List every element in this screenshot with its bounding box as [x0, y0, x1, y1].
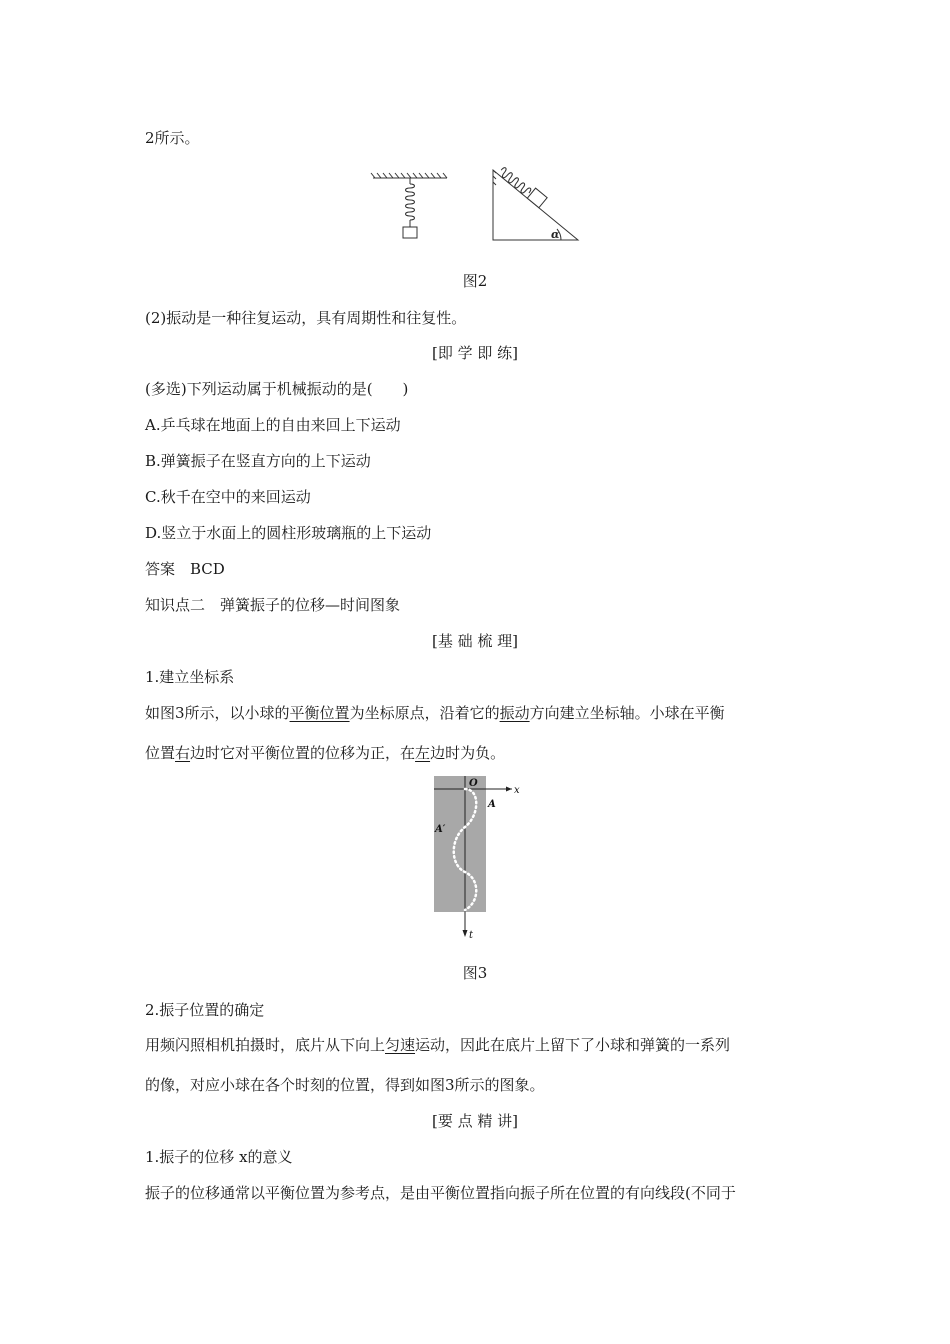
underlined-term-uniform: 匀速	[385, 1036, 416, 1054]
incline-spring-oscillator	[493, 164, 578, 240]
text-span: 边时它对平衡位置的位移为正，在	[190, 744, 416, 762]
x-axis-arrow-icon	[506, 787, 512, 792]
subheading-displacement: 1.振子的位移 x的意义	[145, 1148, 293, 1166]
figure-3-caption: 图3	[462, 964, 488, 982]
subheading-coordinate-system: 1.建立坐标系	[145, 668, 235, 686]
option-c: C.秋千在空中的来回运动	[145, 488, 311, 506]
t-axis-label: t	[469, 930, 474, 941]
origin-label: O	[469, 778, 478, 789]
paragraph-coordinate-1	[145, 703, 725, 723]
section-heading-basics: [基 础 梳 理]	[431, 632, 518, 650]
text-span: 用频闪照相机拍摄时，底片从下向上	[145, 1036, 386, 1054]
answer-line: 答案 BCD	[145, 560, 225, 578]
underlined-term-left: 左	[415, 744, 431, 762]
underlined-term-equilibrium: 平衡位置	[289, 704, 350, 722]
x-axis-label: x	[514, 785, 520, 796]
amplitude-label-a: A	[488, 799, 496, 810]
vertical-spring-oscillator	[371, 173, 447, 238]
option-a: A.乒乓球在地面上的自由来回上下运动	[145, 416, 401, 434]
section-heading-practice: [即 学 即 练]	[431, 344, 518, 362]
paragraph-coordinate-2	[145, 743, 505, 763]
underlined-term-vibration: 振动	[499, 704, 530, 722]
underlined-term-right: 右	[175, 744, 191, 762]
option-b: B.弹簧振子在竖直方向的上下运动	[145, 452, 371, 470]
paragraph-camera-1	[145, 1035, 730, 1055]
text-span: 方向建立坐标轴。小球在平衡	[529, 704, 725, 722]
angle-alpha-label: α	[551, 228, 560, 241]
paragraph-continuation: 2所示。	[145, 129, 200, 147]
text-span: 位置	[145, 744, 176, 762]
section-heading-key-points: [要 点 精 讲]	[431, 1112, 518, 1130]
text-span: 运动，因此在底片上留下了小球和弹簧的一系列	[415, 1036, 731, 1054]
figure-2-caption: 图2	[462, 272, 488, 290]
t-axis-arrow-icon	[463, 930, 468, 937]
figure-2-springs	[365, 160, 590, 250]
amplitude-label-a-prime: A′	[435, 824, 446, 835]
knowledge-point-2-title: 知识点二 弹簧振子的位移—时间图象	[145, 596, 401, 614]
paragraph-camera-2: 的像，对应小球在各个时刻的位置，得到如图3所示的图象。	[145, 1076, 545, 1094]
text-span: 为坐标原点，沿着它的	[349, 704, 500, 722]
question-text: (多选)下列运动属于机械振动的是( )	[145, 380, 409, 398]
figure-3-displacement-time	[420, 772, 530, 942]
text-span: 如图3所示，以小球的	[145, 704, 290, 722]
paragraph-displacement: 振子的位移通常以平衡位置为参考点，是由平衡位置指向振子所在位置的有向线段(不同于	[145, 1184, 736, 1202]
subheading-position: 2.振子位置的确定	[145, 1001, 265, 1019]
text-span: 边时为负。	[430, 744, 506, 762]
film-strip	[434, 776, 486, 912]
paragraph-vibration: (2)振动是一种往复运动，具有周期性和往复性。	[145, 309, 467, 327]
option-d: D.竖立于水面上的圆柱形玻璃瓶的上下运动	[145, 524, 432, 542]
